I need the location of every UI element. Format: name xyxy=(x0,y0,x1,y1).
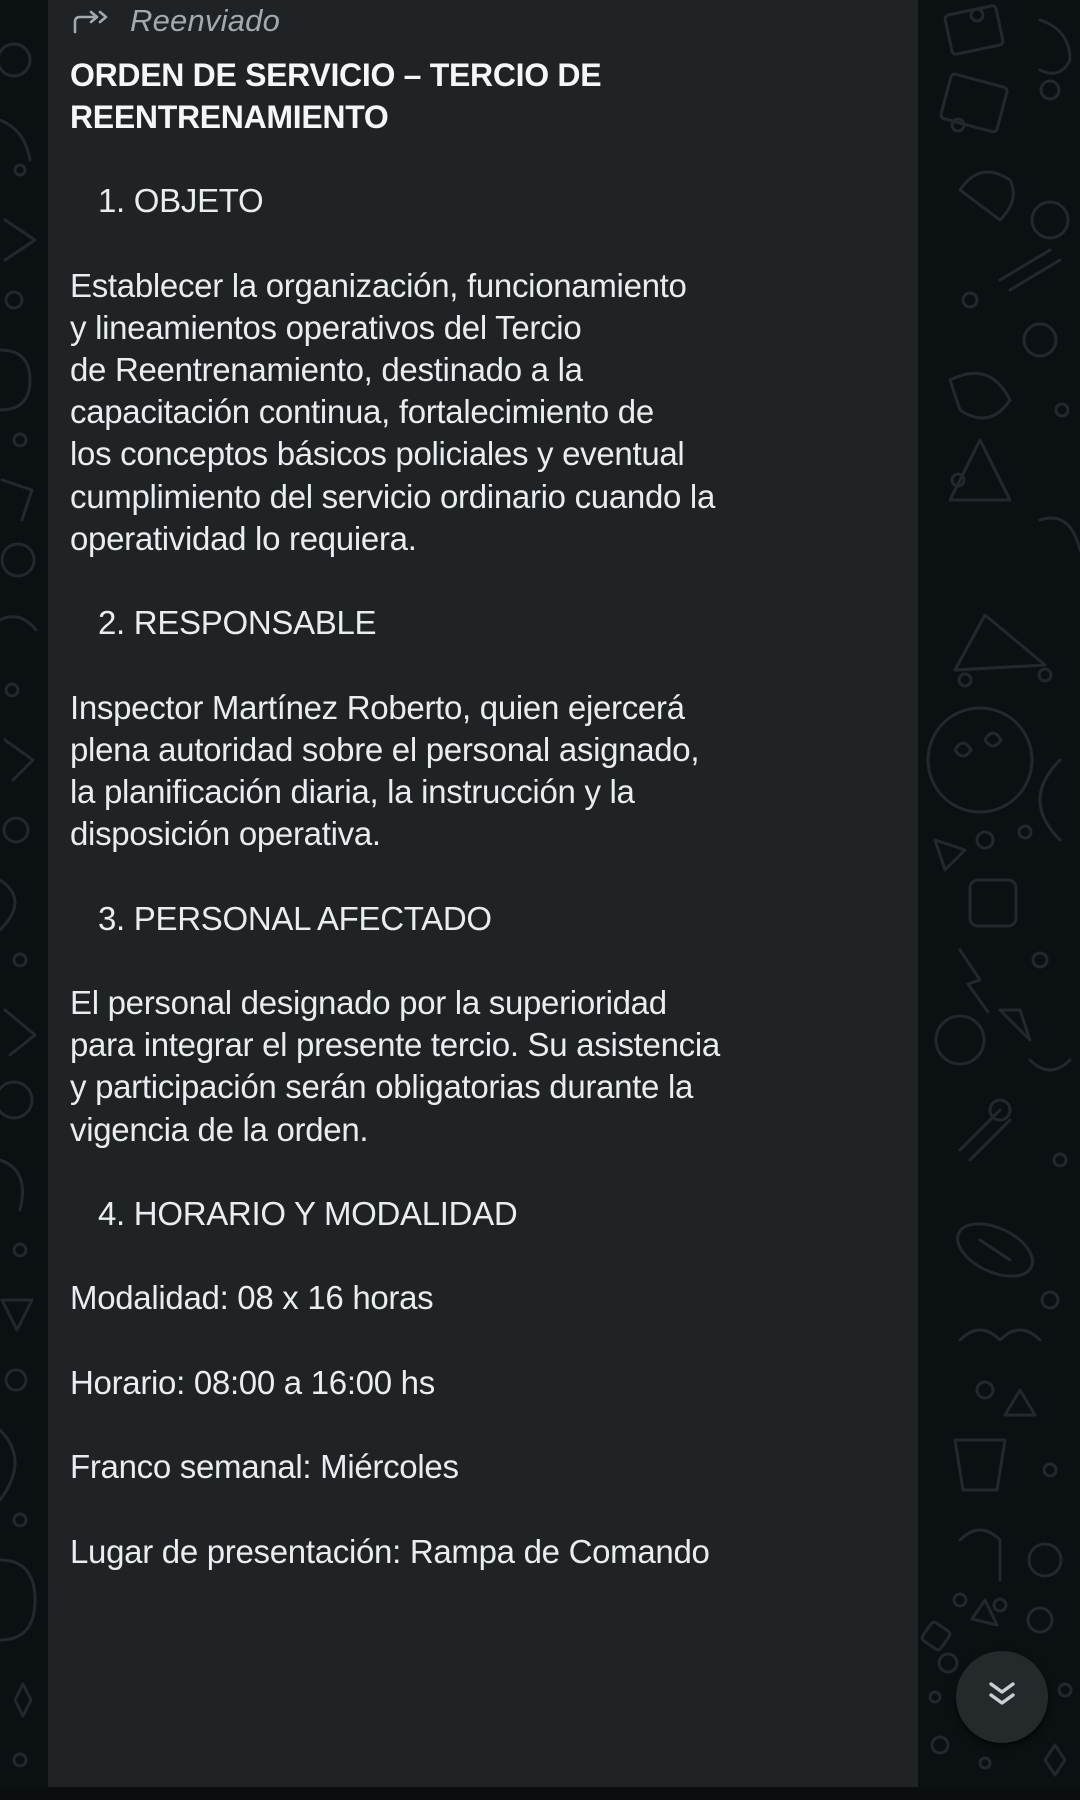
text-line: plena autoridad sobre el personal asignado, xyxy=(70,730,700,768)
text-line: cumplimiento del servicio ordinario cuando la xyxy=(70,477,716,515)
section-body-objeto xyxy=(70,265,900,560)
text-line: la planificación diaria, la instrucción y la xyxy=(70,772,635,810)
text-line: de Reentrenamiento, destinado a la xyxy=(70,350,583,388)
lugar-item: Lugar de presentación: Rampa de Comando xyxy=(70,1532,710,1570)
text-line: disposición operativa. xyxy=(70,815,381,853)
horario-item: Horario: 08:00 a 16:00 hs xyxy=(70,1363,435,1401)
section-heading-responsable: 2. RESPONSABLE xyxy=(98,604,377,642)
scroll-to-bottom-button[interactable] xyxy=(956,1651,1048,1743)
text-line: operatividad lo requiera. xyxy=(70,519,417,557)
text-line: y participación serán obligatorias durante la xyxy=(70,1068,694,1106)
text-line: y lineamientos operativos del Tercio xyxy=(70,308,582,346)
forwarded-indicator xyxy=(72,2,280,40)
section-body-personal-afectado xyxy=(70,982,900,1151)
message-title xyxy=(70,54,900,138)
modalidad-item: Modalidad: 08 x 16 horas xyxy=(70,1279,434,1317)
title-line: REENTRENAMIENTO xyxy=(70,99,389,135)
text-line: Inspector Martínez Roberto, quien ejercerá xyxy=(70,688,685,726)
text-line: El personal designado por la superioridad xyxy=(70,983,667,1021)
bottom-edge xyxy=(0,1787,1080,1800)
text-line: capacitación continua, fortalecimiento de xyxy=(70,393,654,431)
text-line: vigencia de la orden. xyxy=(70,1110,369,1148)
forwarded-icon xyxy=(72,8,112,34)
text-line: los conceptos básicos policiales y eventual xyxy=(70,435,685,473)
double-chevron-down-icon xyxy=(984,1677,1020,1718)
section-heading-personal-afectado: 3. PERSONAL AFECTADO xyxy=(98,899,492,937)
text-line: Establecer la organización, funcionamiento xyxy=(70,266,687,304)
section-body-responsable xyxy=(70,687,900,856)
section-heading-objeto: 1. OBJETO xyxy=(98,182,264,220)
section-heading-horario-modalidad: 4. HORARIO Y MODALIDAD xyxy=(98,1194,518,1232)
message-text xyxy=(70,54,900,1573)
franco-item: Franco semanal: Miércoles xyxy=(70,1448,459,1486)
title-line: ORDEN DE SERVICIO – TERCIO DE xyxy=(70,57,602,93)
forwarded-label: Reenviado xyxy=(130,3,281,38)
text-line: para integrar el presente tercio. Su asistencia xyxy=(70,1026,720,1064)
